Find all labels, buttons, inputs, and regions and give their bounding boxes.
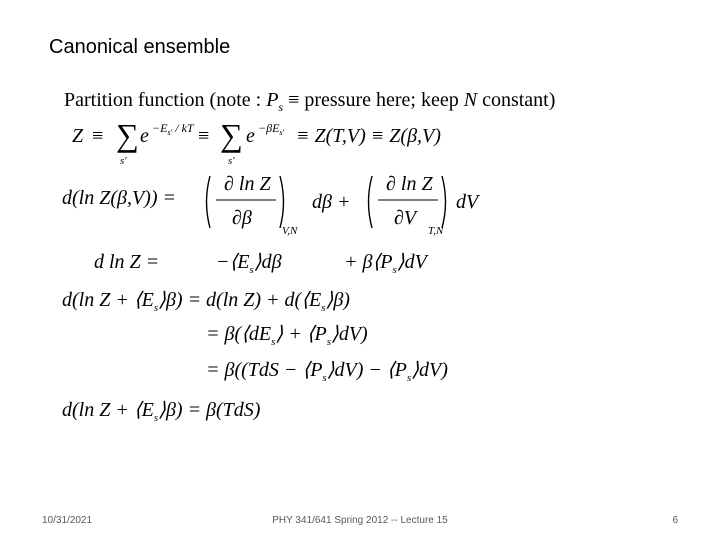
equation-differential	[62, 173, 481, 237]
svg-text:s': s'	[228, 155, 235, 167]
equation-heading: Partition function (note : $P_s$ ≡ pressure here; keep N constant)	[64, 89, 556, 114]
svg-text:dV: dV	[456, 191, 479, 213]
equation-result: d(ln $Z + ⟨E_s⟩\beta) = \beta(TdS)$	[62, 399, 261, 424]
svg-text:∂ ln Z: ∂ ln Z	[386, 173, 433, 195]
svg-text:e: e	[140, 125, 149, 147]
svg-text:s': s'	[120, 155, 127, 167]
svg-text:∑: ∑	[220, 117, 243, 153]
svg-text:∂ ln Z: ∂ ln Z	[224, 173, 271, 195]
svg-text:∂β: ∂β	[232, 207, 252, 229]
footer-course: PHY 341/641 Spring 2012 -- Lecture 15	[272, 515, 448, 526]
svg-text:≡: ≡	[92, 125, 104, 147]
svg-text:Z: Z	[72, 125, 84, 147]
equation-dlnz: d ln Z = $-⟨E_s⟩d\beta$ + $\beta⟨P_s⟩dV$	[94, 251, 427, 276]
svg-text:dβ +: dβ +	[312, 191, 351, 213]
equation-step-1: = $\beta(⟨dE_s⟩$ + $⟨P_s⟩dV$)	[206, 323, 368, 348]
svg-text:d(ln Z(β,V)) =: d(ln Z(β,V)) =	[62, 187, 176, 209]
svg-text:≡ Z(T,V) ≡ Z(β,V): ≡ Z(T,V) ≡ Z(β,V)	[296, 125, 441, 147]
svg-text:T,N: T,N	[428, 225, 444, 237]
svg-text:−Es' / kT: $-E_{s'}$ / kT	[152, 121, 194, 137]
svg-text:V,N: V,N	[282, 225, 298, 237]
svg-text:−βEs': $-\beta E_{s'}$	[258, 121, 285, 137]
equation-step-2: = $\beta((TdS - ⟨P_s⟩dV)$ − $⟨P_s⟩dV$)	[206, 359, 448, 384]
equation-partition-sum	[72, 117, 441, 167]
svg-text:≡: ≡	[198, 125, 210, 147]
equation-block	[60, 82, 660, 432]
svg-text:∂V: ∂V	[394, 207, 417, 229]
footer-date: 10/31/2021	[42, 515, 93, 526]
slide-title: Canonical ensemble	[49, 36, 231, 58]
equation-legendre-lhs: d(ln $Z + ⟨E_s⟩\beta) = d(\ln$ $Z) + d(⟨E_s⟩\beta)$	[62, 289, 350, 314]
svg-text:e: e	[246, 125, 255, 147]
slide-number: 6	[672, 515, 678, 526]
svg-text:∑: ∑	[116, 117, 139, 153]
